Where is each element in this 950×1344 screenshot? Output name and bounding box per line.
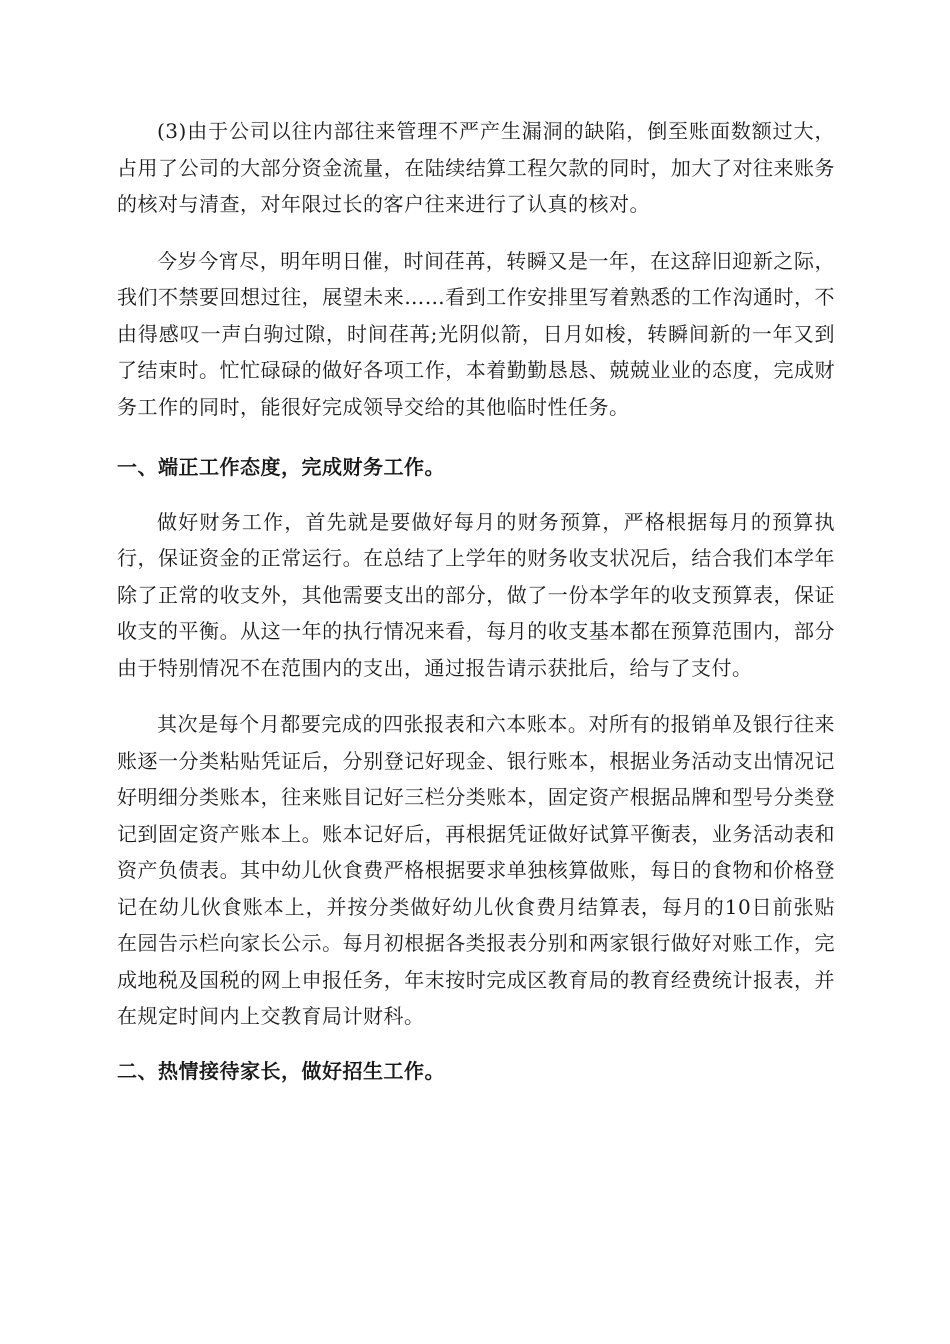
paragraph-reports-ledgers: 其次是每个月都要完成的四张报表和六本账本。对所有的报销单及银行往来账逐一分类粘贴凭证后，分别登记好现金、银行账本，根据业务活动支出情况记好明细分类账本，往来账目记好三栏分类账本，固定资产根据品牌和型号分类登记到固定资产账本上。账本记好后，再根据凭证做好试算平衡表，业务活动表和资产负债表。其中幼儿伙食费严格根据要求单独核算做账，每日的食物和价格登记在幼儿伙食账本上，并按分类做好幼儿伙食费月结算表，每月的10日前张贴在园告示栏向家长公示。每月初根据各类报表分别和两家银行做好对账工作，完成地税及国税的网上申报任务，年末按时完成区教育局的教育经费统计报表，并在规定时间内上交教育局计财科。 (117, 712, 835, 1028)
paragraph-budget: 做好财务工作，首先就是要做好每月的财务预算，严格根据每月的预算执行，保证资金的正常运行。在总结了上学年的财务收支状况后，结合我们本学年除了正常的收支外，其他需要支出的部分，做了一份本学年的收支预算表，保证收支的平衡。从这一年的执行情况来看，每月的收支基本都在预算范围内，部分由于特别情况不在范围内的支出，通过报告请示获批后，给与了支付。 (117, 509, 835, 680)
section-heading-enrollment: 二、热情接待家长，做好招生工作。 (117, 1058, 445, 1083)
paragraph-receivables-check: (3)由于公司以往内部往来管理不严产生漏洞的缺陷，倒至账面数额过大，占用了公司的大部分资金流量，在陆续结算工程欠款的同时，加大了对往来账务的核对与清查，对年限过长的客户往来进行了认真的核对。 (117, 119, 835, 216)
paragraph-year-reflection: 今岁今宵尽，明年明日催，时间荏苒，转瞬又是一年，在这辞旧迎新之际，我们不禁要回想过往，展望未来……看到工作安排里写着熟悉的工作沟通时，不由得感叹一声白驹过隙，时间荏苒;光阴似箭，日月如梭，转瞬间新的一年又到了结束时。忙忙碌碌的做好各项工作，本着勤勤恳恳、兢兢业业的态度，完成财务工作的同时，能很好完成领导交给的其他临时性任务。 (117, 248, 835, 419)
section-heading-finance-work: 一、端正工作态度，完成财务工作。 (117, 455, 445, 479)
document-body (117, 113, 835, 1099)
